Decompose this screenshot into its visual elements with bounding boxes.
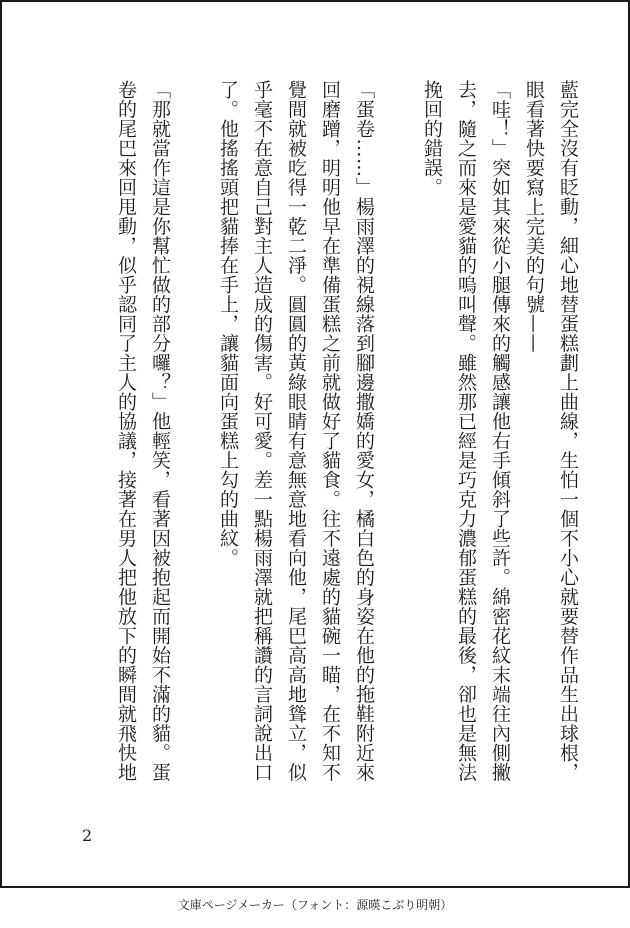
paragraph-2: 「哇！」突如其來從小腿傳來的觸感讓他右手傾斜了些許。綿密花紋末端往內側撇去，隨之而來是愛貓的嗚叫聲。雖然那已經是巧克力濃郁蛋糕的最後，卻也是無法挽回的錯誤。 xyxy=(421,80,511,782)
paragraph-3: 「蛋卷……」楊雨澤的視線落到腳邊撒嬌的愛女，橘白色的身姿在他的拖鞋附近來回磨蹭，明明他早在準備蛋糕之前就做好了貓食。往不遠處的貓碗一瞄，在不知不覺間就被吃得一乾二淨。圓圓的黃綠眼睛有意無意地看向他，尾巴高高地聳立，似乎毫不在意自己對主人造成的傷害。好可愛。差一點楊雨澤就把稱讚的言詞說出口了。他搖搖頭把貓捧在手上，讓貓面向蛋糕上勾的曲紋。 xyxy=(217,80,375,782)
paragraph-1: 藍完全沒有眨動，細心地替蛋糕劃上曲線，生怕一個不小心就要替作品生出球根，眼看著快要寫上完美的句號—— xyxy=(523,80,579,782)
footer-caption: 文庫ページメーカー（フォント：源暎こぶり明朝） xyxy=(177,898,453,912)
paragraph-4: 「那就當作這是你幫忙做的部分囉？」他輕笑，看著因被抱起而開始不滿的貓。蛋卷的尾巴來回甩動，似乎認同了主人的協議，接著在男人把他放下的瞬間就飛快地 xyxy=(115,80,171,782)
page-number: 2 xyxy=(82,826,93,845)
vertical-text-body xyxy=(109,80,585,800)
